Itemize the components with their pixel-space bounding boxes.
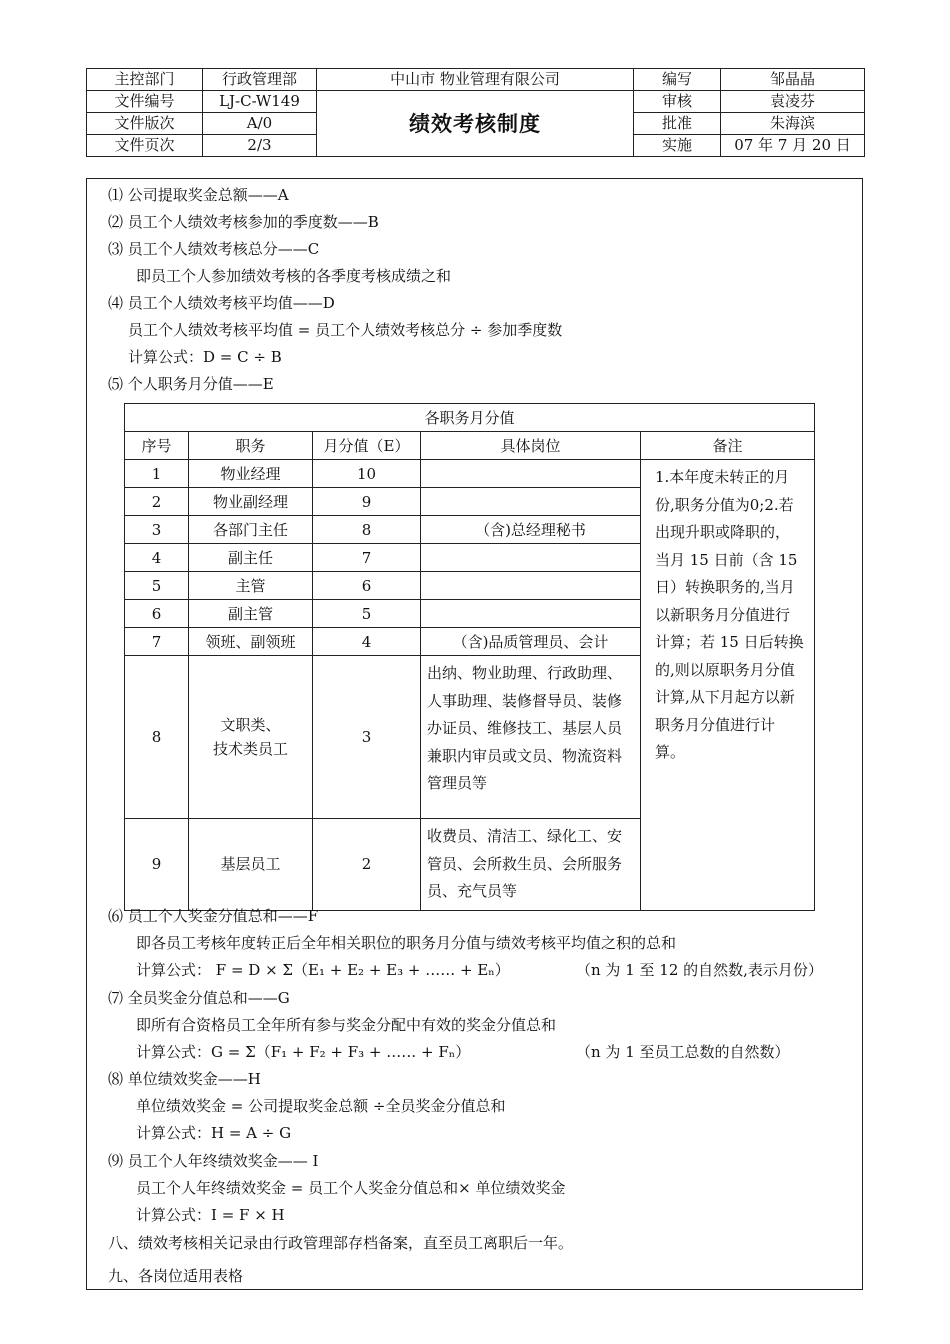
row-posts: 收费员、清洁工、绿化工、安管员、会所救生员、会所服务员、充气员等 — [421, 819, 641, 911]
row-posts: 出纳、物业助理、行政助理、人事助理、装修督导员、装修办证员、维修技工、基层人员兼职内审员或文员、物流资料管理员等 — [421, 656, 641, 819]
review-value: 袁凌芬 — [721, 91, 865, 113]
row-role: 各部门主任 — [189, 516, 313, 544]
item-2: ⑵ 员工个人绩效考核参加的季度数——B — [108, 213, 379, 231]
company-name: 中山市 物业管理有限公司 — [317, 69, 634, 91]
dept-label: 主控部门 — [87, 69, 203, 91]
row-score: 10 — [313, 460, 421, 488]
row-role: 主管 — [189, 572, 313, 600]
item-3: ⑶ 员工个人绩效考核总分——C — [108, 240, 320, 258]
position-score-table — [124, 403, 815, 911]
version-label: 文件版次 — [87, 113, 203, 135]
table-row — [125, 460, 815, 488]
item-6-desc: 即各员工考核年度转正后全年相关职位的职务月分值与绩效考核平均值之积的总和 — [136, 934, 677, 952]
item-6-formula: 计算公式： F = D × Σ（E₁ + E₂ + E₃ + …… + Eₙ） — [136, 961, 510, 979]
item-7-formula: 计算公式：G = Σ（F₁ + F₂ + F₃ + …… + Fₙ） — [136, 1043, 471, 1061]
impl-label: 实施 — [634, 135, 721, 157]
row-score: 8 — [313, 516, 421, 544]
row-no: 8 — [125, 656, 189, 819]
row-score: 4 — [313, 628, 421, 656]
review-label: 审核 — [634, 91, 721, 113]
item-7-desc: 即所有合资格员工全年所有参与奖金分配中有效的奖金分值总和 — [136, 1016, 557, 1034]
item-4: ⑷ 员工个人绩效考核平均值——D — [108, 294, 335, 312]
docno-value: LJ-C-W149 — [203, 91, 317, 113]
row-role: 副主任 — [189, 544, 313, 572]
item-9-formula: 计算公式：I = F × H — [136, 1206, 285, 1224]
row-score: 6 — [313, 572, 421, 600]
item-7-note: （n 为 1 至员工总数的自然数） — [576, 1043, 790, 1061]
item-6: ⑹ 员工个人奖金分值总和——F — [108, 907, 319, 925]
docno-label: 文件编号 — [87, 91, 203, 113]
row-posts — [421, 460, 641, 488]
row-score: 2 — [313, 819, 421, 911]
col-header: 月分值（E） — [313, 432, 421, 460]
header-table — [86, 68, 865, 157]
approve-value: 朱海滨 — [721, 113, 865, 135]
item-5: ⑸ 个人职务月分值——E — [108, 375, 274, 393]
writer-value: 邹晶晶 — [721, 69, 865, 91]
row-role — [189, 656, 313, 819]
dept-value: 行政管理部 — [203, 69, 317, 91]
item-8-formula: 计算公式：H = A ÷ G — [136, 1124, 292, 1142]
item-8: ⑻ 单位绩效奖金——H — [108, 1070, 261, 1088]
page-value: 2/3 — [203, 135, 317, 157]
item-9: ⑼ 员工个人年终绩效奖金—— I — [108, 1152, 319, 1170]
row-no: 6 — [125, 600, 189, 628]
section-8: 八、绩效考核相关记录由行政管理部存档备案，直至员工离职后一年。 — [108, 1234, 574, 1252]
row-posts — [421, 572, 641, 600]
item-1: ⑴ 公司提取奖金总额——A — [108, 186, 289, 204]
row-posts — [421, 488, 641, 516]
row-posts — [421, 600, 641, 628]
col-header: 职务 — [189, 432, 313, 460]
remark-cell: 1.本年度未转正的月份,职务分值为0;2.若出现升职或降职的，当月 15 日前（含 15 日）转换职务的,当月以新职务月分值进行计算；若 15 日后转换的,则以原职务月分值计算,从下月起方以新职务月分值进行计算。 — [641, 460, 815, 911]
col-header: 具体岗位 — [421, 432, 641, 460]
row-score: 9 — [313, 488, 421, 516]
table-title: 各职务月分值 — [125, 404, 815, 432]
row-role: 基层员工 — [189, 819, 313, 911]
col-header: 序号 — [125, 432, 189, 460]
row-posts: （含)总经理秘书 — [421, 516, 641, 544]
item-6-note: （n 为 1 至 12 的自然数,表示月份） — [576, 961, 823, 979]
row-posts: （含)品质管理员、会计 — [421, 628, 641, 656]
impl-value: 07 年 7 月 20 日 — [721, 135, 865, 157]
row-role: 副主管 — [189, 600, 313, 628]
row-no: 4 — [125, 544, 189, 572]
version-value: A/0 — [203, 113, 317, 135]
col-header: 备注 — [641, 432, 815, 460]
item-7: ⑺ 全员奖金分值总和——G — [108, 989, 290, 1007]
document-title: 绩效考核制度 — [317, 91, 634, 157]
row-role-line: 文职类、 — [220, 716, 281, 734]
item-3-desc: 即员工个人参加绩效考核的各季度考核成绩之和 — [136, 267, 452, 285]
item-8-desc: 单位绩效奖金 = 公司提取奖金总额 ÷全员奖金分值总和 — [136, 1097, 506, 1115]
row-no: 1 — [125, 460, 189, 488]
row-posts — [421, 544, 641, 572]
writer-label: 编写 — [634, 69, 721, 91]
row-no: 9 — [125, 819, 189, 911]
item-9-desc: 员工个人年终绩效奖金 = 员工个人奖金分值总和× 单位绩效奖金 — [136, 1179, 566, 1197]
item-4-formula: 计算公式：D = C ÷ B — [128, 348, 282, 366]
approve-label: 批准 — [634, 113, 721, 135]
row-no: 3 — [125, 516, 189, 544]
row-role-line: 技术类员工 — [212, 740, 288, 758]
row-no: 2 — [125, 488, 189, 516]
row-score: 5 — [313, 600, 421, 628]
row-role: 领班、副领班 — [189, 628, 313, 656]
row-score: 7 — [313, 544, 421, 572]
page-label: 文件页次 — [87, 135, 203, 157]
section-9: 九、各岗位适用表格 — [108, 1267, 244, 1285]
row-no: 5 — [125, 572, 189, 600]
row-no: 7 — [125, 628, 189, 656]
row-role: 物业副经理 — [189, 488, 313, 516]
row-role: 物业经理 — [189, 460, 313, 488]
item-4-desc: 员工个人绩效考核平均值 = 员工个人绩效考核总分 ÷ 参加季度数 — [128, 321, 563, 339]
row-score: 3 — [313, 656, 421, 819]
